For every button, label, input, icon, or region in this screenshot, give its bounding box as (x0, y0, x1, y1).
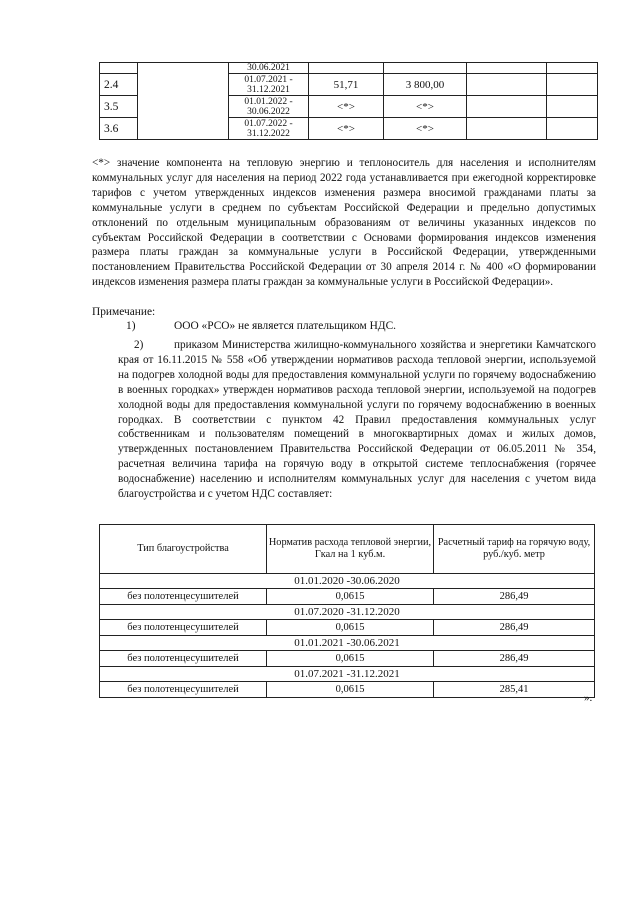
row-number: 3.5 (100, 96, 138, 118)
empty-cell (547, 118, 598, 140)
row-number: 2.4 (100, 74, 138, 96)
row-number: 3.6 (100, 118, 138, 140)
table-row (100, 589, 595, 605)
value-cell: 51,71 (309, 74, 384, 96)
period-row (100, 636, 595, 651)
period-label: 01.01.2021 -30.06.2021 (100, 636, 595, 651)
tariff-cell: 286,49 (434, 589, 595, 605)
empty-cell (547, 63, 598, 74)
empty-cell (467, 74, 547, 96)
column-header: Норматив расхода тепловой энергии, Гкал на 1 куб.м. (267, 525, 434, 574)
period-cell: 30.06.2021 (229, 63, 309, 74)
merged-cell (138, 63, 229, 140)
note-item-label: 2) (134, 339, 144, 351)
row-number (100, 63, 138, 74)
type-cell: без полотенцесушителей (100, 651, 267, 667)
empty-cell (547, 96, 598, 118)
note-title: Примечание: (92, 306, 156, 318)
empty-cell (547, 74, 598, 96)
table-row (100, 63, 598, 74)
tariff-table-continuation (99, 62, 598, 140)
norm-cell: 0,0615 (267, 651, 434, 667)
norm-cell: 0,0615 (267, 620, 434, 636)
value-cell: <*> (309, 96, 384, 118)
column-header: Тип благоустройства (100, 525, 267, 574)
value-cell (384, 63, 467, 74)
hot-water-tariff-table (99, 524, 595, 698)
period-row (100, 667, 595, 682)
note-item-text: приказом Министерства жилищно-коммунального хозяйства и энергетики Камчатского края от 16.11.2015 № 558 «Об утверждении нормативов расхода тепловой энергии, используемой на подогрев холодной воды для предоставления коммунальной услуги по горячему водоснабжению в военных городках» утвержден нормативов расхода тепловой энергии, используемой на подогрев холодной воды для предоставления коммунальной услуги по горячему водоснабжению в военных городках. В соответствии с пунктом 42 Правил предоставления коммунальных услуг собственникам и пользователям помещений в многоквартирных домах и жилых домов, утвержденных постановлением Правительства Российской Федерации от 06.05.2011 № 354, расчетная величина тарифа на горячую воду в открытой системе теплоснабжения (горячее водоснабжение) населению и исполнителям коммунальных услуг для населения с учетом вида благоустройства и с учетом НДС составляет: (118, 339, 596, 501)
footnote: <*> значение компонента на тепловую энергию и теплоноситель для населения и исполнителям коммунальных услуг для населения на период 2022 года устанавливается при ежегодной корректировке тарифов с учетом утвержденных индексов изменения размера вносимой гражданами платы за коммунальные услуги в среднем по субъектам Российской Федерации и предельно допустимых отклонений по отдельным муниципальным образованиям от величины указанных индексов по субъектам Российской Федерации в соответствии с Основами формирования индексов изменения размера платы граждан за коммунальные услуги в Российской Федерации, утвержденными постановлением Правительства Российской Федерации от 30 апреля 2014 г. № 400 «О формировании индексов изменения размера платы граждан за коммунальные услуги в Российской Федерации». (92, 157, 596, 289)
norm-cell: 0,0615 (267, 682, 434, 698)
value-cell: <*> (309, 118, 384, 140)
type-cell: без полотенцесушителей (100, 589, 267, 605)
closing-quote-mark: ». (584, 692, 593, 704)
note-item-text: ООО «РСО» не является плательщиком НДС. (174, 320, 397, 332)
period-row (100, 574, 595, 589)
note-item-2 (118, 338, 596, 502)
type-cell: без полотенцесушителей (100, 620, 267, 636)
period-label: 01.07.2021 -31.12.2021 (100, 667, 595, 682)
table-row (100, 651, 595, 667)
empty-cell (467, 63, 547, 74)
note-item-1 (126, 320, 396, 332)
value-cell: <*> (384, 118, 467, 140)
period-row (100, 605, 595, 620)
norm-cell: 0,0615 (267, 589, 434, 605)
period-cell: 01.01.2022 - 30.06.2022 (229, 96, 309, 118)
type-cell: без полотенцесушителей (100, 682, 267, 698)
tariff-cell: 285,41 (434, 682, 595, 698)
period-label: 01.01.2020 -30.06.2020 (100, 574, 595, 589)
period-cell: 01.07.2022 - 31.12.2022 (229, 118, 309, 140)
table-row (100, 620, 595, 636)
tariff-cell: 286,49 (434, 651, 595, 667)
value-cell (309, 63, 384, 74)
table-header-row (100, 525, 595, 574)
tariff-cell: 286,49 (434, 620, 595, 636)
note-item-label: 1) (126, 320, 136, 332)
period-cell: 01.07.2021 - 31.12.2021 (229, 74, 309, 96)
period-label: 01.07.2020 -31.12.2020 (100, 605, 595, 620)
value-cell: 3 800,00 (384, 74, 467, 96)
empty-cell (467, 118, 547, 140)
empty-cell (467, 96, 547, 118)
value-cell: <*> (384, 96, 467, 118)
table-row (100, 682, 595, 698)
column-header: Расчетный тариф на горячую воду, руб./куб. метр (434, 525, 595, 574)
